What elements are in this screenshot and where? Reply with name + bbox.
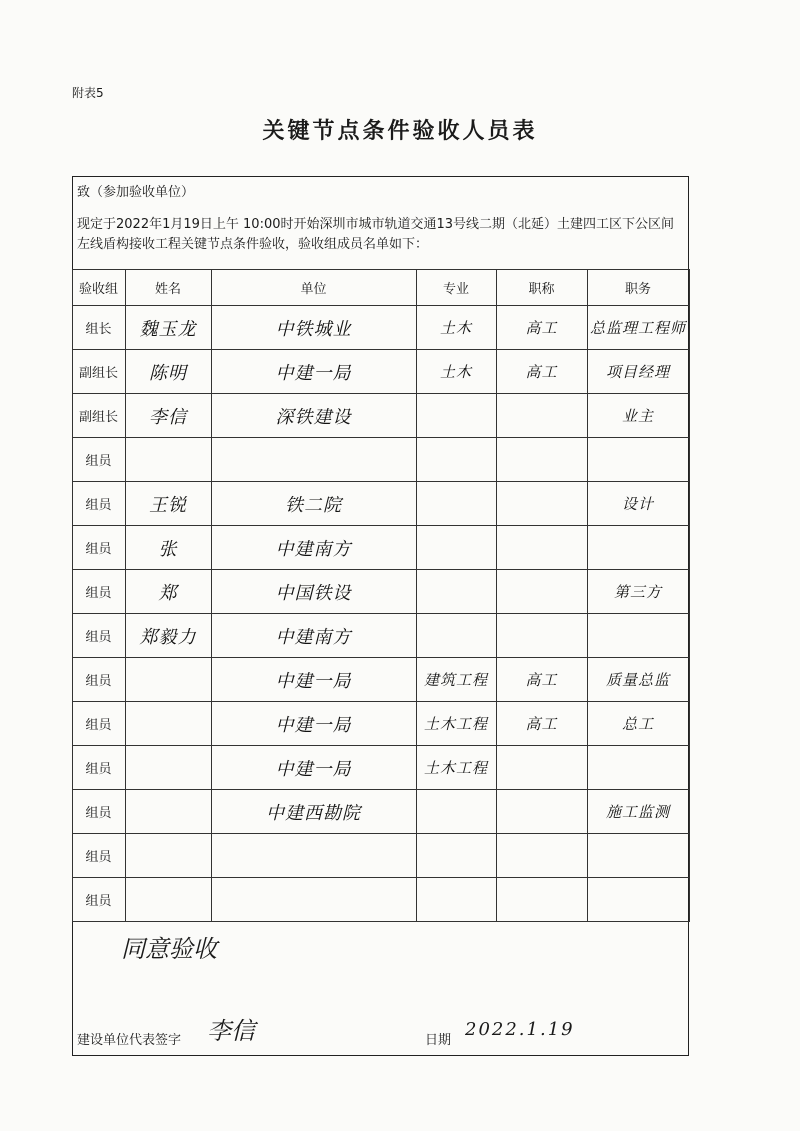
specialty-cell <box>416 350 496 394</box>
notice-text: 现定于2022年1月19日上午 10:00时开始深圳市城市轨道交通13号线二期（北延）土建四工区下公区间左线盾构接收工程关键节点条件验收，验收组成员名单如下： <box>77 217 675 252</box>
specialty-text: 土木 <box>439 319 472 337</box>
title-cell <box>496 790 587 834</box>
table-row <box>72 834 689 878</box>
table-row <box>72 394 689 438</box>
position-cell <box>587 350 689 394</box>
header-title: 职称 <box>496 270 587 306</box>
unit-cell <box>211 350 416 394</box>
title-cell <box>496 570 587 614</box>
specialty-cell <box>416 526 496 570</box>
specialty-text: 土木工程 <box>423 759 488 777</box>
specialty-cell <box>416 614 496 658</box>
table-row <box>72 878 689 922</box>
title-cell <box>496 526 587 570</box>
group-cell <box>72 614 125 658</box>
name-cell <box>125 350 211 394</box>
title-cell <box>496 306 587 350</box>
group-text: 组员 <box>85 454 112 469</box>
unit-text: 中国铁设 <box>275 582 352 604</box>
group-text: 组长 <box>85 322 112 337</box>
table-row <box>72 570 689 614</box>
table-row <box>72 658 689 702</box>
group-text: 组员 <box>85 718 112 733</box>
name-cell <box>125 394 211 438</box>
name-cell <box>125 878 211 922</box>
name-cell <box>125 526 211 570</box>
table-row <box>72 702 689 746</box>
position-cell <box>587 702 689 746</box>
name-cell <box>125 746 211 790</box>
position-text: 施工监测 <box>605 803 670 821</box>
table-row <box>72 790 689 834</box>
specialty-cell <box>416 658 496 702</box>
approval-opinion: 同意验收 <box>121 935 217 963</box>
position-cell <box>587 658 689 702</box>
unit-text: 深铁建设 <box>275 406 352 428</box>
group-text: 组员 <box>85 894 112 909</box>
unit-text: 中建南方 <box>275 538 352 560</box>
unit-cell <box>211 790 416 834</box>
position-text: 质量总监 <box>605 671 670 689</box>
unit-text: 中建一局 <box>275 714 352 736</box>
header-position: 职务 <box>587 270 689 306</box>
position-cell <box>587 834 689 878</box>
unit-cell <box>211 746 416 790</box>
title-cell <box>496 702 587 746</box>
name-text: 李信 <box>149 406 187 428</box>
group-cell <box>72 746 125 790</box>
specialty-cell <box>416 702 496 746</box>
specialty-cell <box>416 306 496 350</box>
specialty-text: 土木 <box>439 363 472 381</box>
group-text: 组员 <box>85 586 112 601</box>
acceptance-form <box>72 176 689 1056</box>
table-row <box>72 350 689 394</box>
group-cell <box>72 878 125 922</box>
title-text: 高工 <box>525 319 558 337</box>
group-text: 组员 <box>85 850 112 865</box>
name-cell <box>125 482 211 526</box>
title-cell <box>496 482 587 526</box>
table-row <box>72 614 689 658</box>
position-cell <box>587 790 689 834</box>
group-cell <box>72 570 125 614</box>
group-cell <box>72 306 125 350</box>
unit-text: 铁二院 <box>285 494 342 516</box>
position-text: 第三方 <box>613 583 662 601</box>
specialty-cell <box>416 790 496 834</box>
group-cell <box>72 482 125 526</box>
name-text: 魏玉龙 <box>139 318 197 340</box>
specialty-text: 土木工程 <box>423 715 488 733</box>
page-title: 关键节点条件验收人员表 <box>262 119 538 144</box>
unit-text: 中建一局 <box>275 758 352 780</box>
position-text: 设计 <box>621 495 654 513</box>
table-row <box>72 438 689 482</box>
unit-text: 中建一局 <box>275 362 352 384</box>
unit-cell <box>211 526 416 570</box>
group-text: 副组长 <box>78 366 118 381</box>
title-cell <box>496 878 587 922</box>
specialty-cell <box>416 394 496 438</box>
unit-text: 中建南方 <box>275 626 352 648</box>
specialty-text: 建筑工程 <box>423 671 488 689</box>
header-unit: 单位 <box>211 270 416 306</box>
unit-cell <box>211 570 416 614</box>
title-cell <box>496 438 587 482</box>
group-cell <box>72 834 125 878</box>
group-cell <box>72 702 125 746</box>
position-cell <box>587 394 689 438</box>
title-cell <box>496 834 587 878</box>
signature-label: 建设单位代表签字 <box>77 1033 182 1048</box>
group-text: 组员 <box>85 542 112 557</box>
position-cell <box>587 614 689 658</box>
group-cell <box>72 438 125 482</box>
position-text: 业主 <box>621 407 654 425</box>
position-text: 总监理工程师 <box>589 319 686 337</box>
group-text: 组员 <box>85 630 112 645</box>
name-cell <box>125 438 211 482</box>
unit-cell <box>211 658 416 702</box>
title-text: 高工 <box>525 671 558 689</box>
group-cell <box>72 350 125 394</box>
unit-text: 中建西勘院 <box>266 802 361 824</box>
unit-cell <box>211 482 416 526</box>
date-value: 2022.1.19 <box>465 1019 575 1040</box>
name-cell <box>125 790 211 834</box>
specialty-cell <box>416 570 496 614</box>
group-text: 组员 <box>85 806 112 821</box>
name-cell <box>125 658 211 702</box>
group-cell <box>72 658 125 702</box>
name-text: 张 <box>158 538 178 560</box>
name-cell <box>125 702 211 746</box>
title-cell <box>496 350 587 394</box>
position-cell <box>587 878 689 922</box>
attachment-label: 附表5 <box>72 86 104 100</box>
position-cell <box>587 306 689 350</box>
position-text: 总工 <box>621 715 654 733</box>
title-text: 高工 <box>525 363 558 381</box>
header-group: 验收组 <box>72 270 125 306</box>
specialty-cell <box>416 878 496 922</box>
unit-text: 中建一局 <box>275 670 352 692</box>
group-text: 组员 <box>85 674 112 689</box>
group-text: 副组长 <box>78 410 118 425</box>
position-cell <box>587 746 689 790</box>
position-cell <box>587 526 689 570</box>
group-cell <box>72 526 125 570</box>
name-cell <box>125 306 211 350</box>
unit-cell <box>211 702 416 746</box>
position-cell <box>587 438 689 482</box>
name-text: 郑 <box>158 582 178 604</box>
position-cell <box>587 570 689 614</box>
unit-cell <box>211 878 416 922</box>
unit-cell <box>211 834 416 878</box>
date-label: 日期 <box>425 1033 452 1048</box>
title-cell <box>496 746 587 790</box>
title-cell <box>496 394 587 438</box>
unit-cell <box>211 614 416 658</box>
name-text: 陈明 <box>149 362 187 384</box>
title-cell <box>496 658 587 702</box>
position-cell <box>587 482 689 526</box>
unit-text: 中铁城业 <box>275 318 352 340</box>
table-header-row <box>72 270 689 306</box>
unit-cell <box>211 394 416 438</box>
name-cell <box>125 614 211 658</box>
title-cell <box>496 614 587 658</box>
table-row <box>72 746 689 790</box>
name-cell <box>125 834 211 878</box>
members-table <box>72 269 690 922</box>
position-text: 项目经理 <box>605 363 670 381</box>
specialty-cell <box>416 438 496 482</box>
specialty-cell <box>416 746 496 790</box>
representative-signature: 李信 <box>207 1017 255 1045</box>
group-text: 组员 <box>85 498 112 513</box>
specialty-cell <box>416 834 496 878</box>
group-cell <box>72 394 125 438</box>
table-row <box>72 306 689 350</box>
header-specialty: 专业 <box>416 270 496 306</box>
specialty-cell <box>416 482 496 526</box>
name-text: 郑毅力 <box>139 626 197 648</box>
group-text: 组员 <box>85 762 112 777</box>
unit-cell <box>211 438 416 482</box>
table-row <box>72 526 689 570</box>
name-cell <box>125 570 211 614</box>
header-name: 姓名 <box>125 270 211 306</box>
group-cell <box>72 790 125 834</box>
unit-cell <box>211 306 416 350</box>
table-row <box>72 482 689 526</box>
name-text: 王锐 <box>149 494 187 516</box>
recipient-line: 致（参加验收单位） <box>77 185 195 200</box>
title-text: 高工 <box>525 715 558 733</box>
